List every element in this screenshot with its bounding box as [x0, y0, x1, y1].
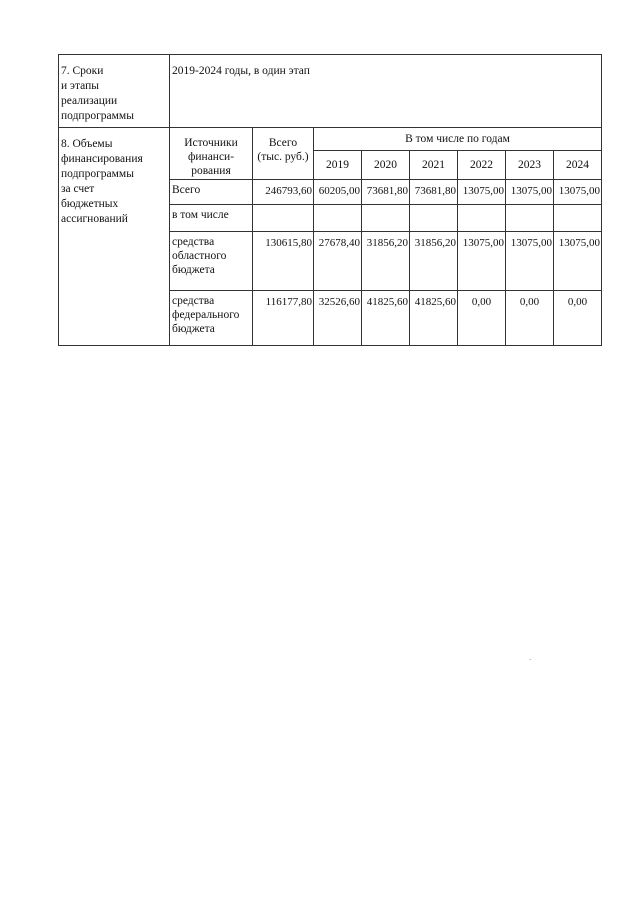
source-cell: средства областного бюджета — [170, 232, 253, 291]
table-row — [170, 291, 601, 346]
passport-table — [58, 54, 602, 346]
year-cell — [410, 205, 458, 232]
financing-table — [170, 128, 601, 345]
header-year: 2020 — [362, 151, 410, 180]
financing-content — [170, 128, 602, 346]
year-cell: 13075,00 — [506, 232, 554, 291]
header-year: 2022 — [458, 151, 506, 180]
total-cell: 116177,80 — [253, 291, 314, 346]
source-cell: Всего — [170, 180, 253, 205]
year-cell: 31856,20 — [362, 232, 410, 291]
financing-label: 8. Объемы финансирования подпрограммы за счет бюджетных ассигнований — [59, 128, 170, 346]
year-cell: 13075,00 — [554, 180, 602, 205]
header-by-years: В том числе по годам — [314, 128, 602, 151]
header-total: Всего (тыс. руб.) — [253, 128, 314, 180]
year-cell: 0,00 — [458, 291, 506, 346]
total-cell: 246793,60 — [253, 180, 314, 205]
year-cell — [314, 205, 362, 232]
year-cell: 27678,40 — [314, 232, 362, 291]
header-year: 2023 — [506, 151, 554, 180]
year-cell: 60205,00 — [314, 180, 362, 205]
financing-row — [59, 128, 602, 346]
year-cell — [362, 205, 410, 232]
terms-label: 7. Сроки и этапы реализации подпрограммы — [59, 55, 170, 128]
source-cell: средства федерального бюджета — [170, 291, 253, 346]
year-cell: 13075,00 — [458, 180, 506, 205]
scan-speck: ˊ — [529, 658, 532, 666]
year-cell: 41825,60 — [362, 291, 410, 346]
header-year: 2021 — [410, 151, 458, 180]
year-cell: 13075,00 — [554, 232, 602, 291]
year-cell: 73681,80 — [362, 180, 410, 205]
year-cell — [554, 205, 602, 232]
year-cell: 41825,60 — [410, 291, 458, 346]
terms-value: 2019-2024 годы, в один этап — [170, 55, 602, 128]
year-cell: 13075,00 — [458, 232, 506, 291]
year-cell: 32526,60 — [314, 291, 362, 346]
year-cell: 73681,80 — [410, 180, 458, 205]
table-row — [170, 232, 601, 291]
year-cell — [458, 205, 506, 232]
year-cell: 13075,00 — [506, 180, 554, 205]
header-year: 2019 — [314, 151, 362, 180]
header-year: 2024 — [554, 151, 602, 180]
table-row — [170, 205, 601, 232]
year-cell: 0,00 — [506, 291, 554, 346]
year-cell: 0,00 — [554, 291, 602, 346]
total-cell: 130615,80 — [253, 232, 314, 291]
year-cell — [506, 205, 554, 232]
source-cell: в том числе — [170, 205, 253, 232]
header-sources: Источники финанси- рования — [170, 128, 253, 180]
year-cell: 31856,20 — [410, 232, 458, 291]
financing-header-row — [170, 128, 601, 151]
total-cell — [253, 205, 314, 232]
terms-row — [59, 55, 602, 128]
table-row — [170, 180, 601, 205]
